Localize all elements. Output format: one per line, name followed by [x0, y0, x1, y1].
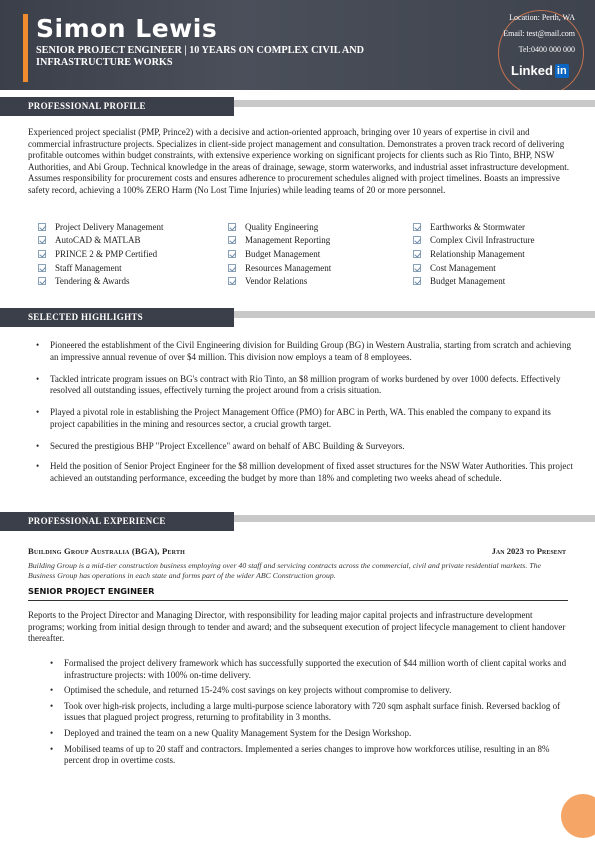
- experience-item: • Took over high-risk projects, including a large multi-purpose science laboratory with 720 sqm asphalt surface finish. Reversed backlog of issues that plagued project progress, returning to profitability in 3 months.: [64, 701, 572, 724]
- decorative-dot: [561, 794, 595, 838]
- checkbox-icon: [38, 250, 46, 258]
- checkbox-icon: [228, 236, 236, 244]
- skill-item: Resources Management: [228, 262, 413, 274]
- skill-item: Budget Management: [228, 248, 413, 260]
- checkbox-icon: [413, 250, 421, 258]
- experience-heading: PROFESSIONAL EXPERIENCE: [0, 512, 234, 531]
- profile-text: Experienced project specialist (PMP, Prince2) with a decisive and action-oriented approach, bringing over 10 years of expertise in civil and commercial infrastructure projects. Specializes in client-side project management and consultation. Demonstrates a proven track record of delivering profitable outcomes within budget constraints, with extensive experience working on significant projects for clients such as Rio Tinto, BHP, NSW Authorities, and Abi Group. Technical knowledge in the areas of drainage, sewage, storm waterworks, and industrial asset infrastructure development. Assumes responsibility for procurement costs and ensures adherence to procurement schedules aligned with project timelines. Boasts an impressive safety record, achieving a 100% ZERO Harm (No Lost Time Injuries) while leading teams of 20 or more personnel.: [28, 127, 570, 195]
- company-name: Building Group Australia (BGA), Perth: [28, 546, 186, 556]
- skill-item: Complex Civil Infrastructure: [413, 235, 583, 247]
- skill-item: Project Delivery Management: [38, 221, 228, 233]
- skill-item: Management Reporting: [228, 235, 413, 247]
- candidate-subtitle: SENIOR PROJECT ENGINEER | 10 YEARS ON COMPLEX CIVIL AND INFRASTRUCTURE WORKS: [36, 45, 365, 68]
- skill-item: Vendor Relations: [228, 275, 413, 287]
- checkbox-icon: [38, 277, 46, 285]
- checkbox-icon: [38, 236, 46, 244]
- highlight-item: • Pioneered the establishment of the Civil Engineering division for Building Group (BG) in Western Australia, starting from scratch and achieving an impressive annual revenue of over $4 million. This division now employs a team of 8 employees.: [50, 340, 574, 363]
- checkbox-icon: [413, 264, 421, 272]
- experience-item: • Mobilised teams of up to 20 staff and contractors. Implemented a series changes to improve how workforces utilise, resulting in an 8% percent drop in overtime costs.: [64, 744, 572, 767]
- linkedin-icon[interactable]: [511, 63, 569, 78]
- checkbox-icon: [228, 264, 236, 272]
- experience-item: • Deployed and trained the team on a new Quality Management System for the Design Workshop.: [64, 728, 572, 740]
- company-description: Building Group is a mid-tier construction business employing over 40 staff and servicing contracts across the commercial, civil and private residential markets. The Business Group has operations in each state and forms part of the wider ABC Construction group.: [28, 561, 541, 580]
- contact-phone[interactable]: Tel:0400 000 000: [518, 45, 575, 54]
- skill-item: AutoCAD & MATLAB: [38, 235, 228, 247]
- role-summary: Reports to the Project Director and Managing Director, with responsibility for leading major capital projects and infrastructure development programs; working from initial design through to tender and award; and the subsequent execution of project lifecycle management to client handover thereafter.: [28, 610, 566, 644]
- role-title: SENIOR PROJECT ENGINEER: [28, 586, 155, 596]
- highlights-heading: SELECTED HIGHLIGHTS: [0, 308, 234, 327]
- highlight-item: • Tackled intricate program issues on BG's contract with Rio Tinto, an $8 million program of works burdened by over 1000 defects. Effectively resolved all outstanding issues, effectively turning the project around from a crisis situation.: [50, 374, 574, 397]
- skill-item: Budget Management: [413, 275, 583, 287]
- checkbox-icon: [38, 223, 46, 231]
- skill-item: Earthworks & Stormwater: [413, 221, 583, 233]
- experience-item: • Formalised the project delivery framework which has successfully supported the execution of $44 million worth of client capital works and infrastructure projects: with 100% on-time delivery.: [64, 658, 572, 681]
- highlight-item: • Held the position of Senior Project Engineer for the $8 million development of fixed asset structures for the NSW Water Authorities. This project achieved an outstanding performance, exceeding the budget by more than 18% and completing two weeks ahead of schedule.: [50, 461, 574, 484]
- skill-item: Staff Management: [38, 262, 228, 274]
- experience-item: • Optimised the schedule, and returned 15-24% cost savings on key projects without compromise to delivery.: [64, 685, 572, 697]
- checkbox-icon: [413, 223, 421, 231]
- highlight-item: • Played a pivotal role in establishing the Project Management Office (PMO) for ABC in Perth, WA. This enabled the company to expand its project capabilities in the mining and resources sector, a crucial growth target.: [50, 407, 574, 430]
- checkbox-icon: [228, 223, 236, 231]
- highlight-item: • Secured the prestigious BHP "Project Excellence" award on behalf of ABC Building & Surveyors.: [50, 441, 574, 453]
- highlights-list: [50, 340, 574, 484]
- skills-grid: [38, 221, 578, 287]
- resume-header: [0, 0, 595, 90]
- accent-bar: [23, 14, 28, 82]
- skill-item: Cost Management: [413, 262, 583, 274]
- candidate-name: Simon Lewis: [36, 14, 218, 43]
- checkbox-icon: [228, 250, 236, 258]
- checkbox-icon: [413, 236, 421, 244]
- profile-heading: PROFESSIONAL PROFILE: [0, 97, 234, 116]
- skill-item: Quality Engineering: [228, 221, 413, 233]
- skill-item: PRINCE 2 & PMP Certified: [38, 248, 228, 260]
- checkbox-icon: [228, 277, 236, 285]
- experience-bullets: [64, 658, 572, 767]
- contact-location: Location: Perth, WA: [509, 13, 575, 22]
- contact-email[interactable]: Email: test@mail.com: [503, 29, 575, 38]
- checkbox-icon: [413, 277, 421, 285]
- skill-item: Tendering & Awards: [38, 275, 228, 287]
- checkbox-icon: [38, 264, 46, 272]
- linkedin-text: Linked: [511, 63, 553, 78]
- employment-dates: Jan 2023 to Present: [491, 546, 566, 556]
- skill-item: Relationship Management: [413, 248, 583, 260]
- linkedin-badge: in: [556, 64, 567, 77]
- role-divider: [28, 600, 568, 601]
